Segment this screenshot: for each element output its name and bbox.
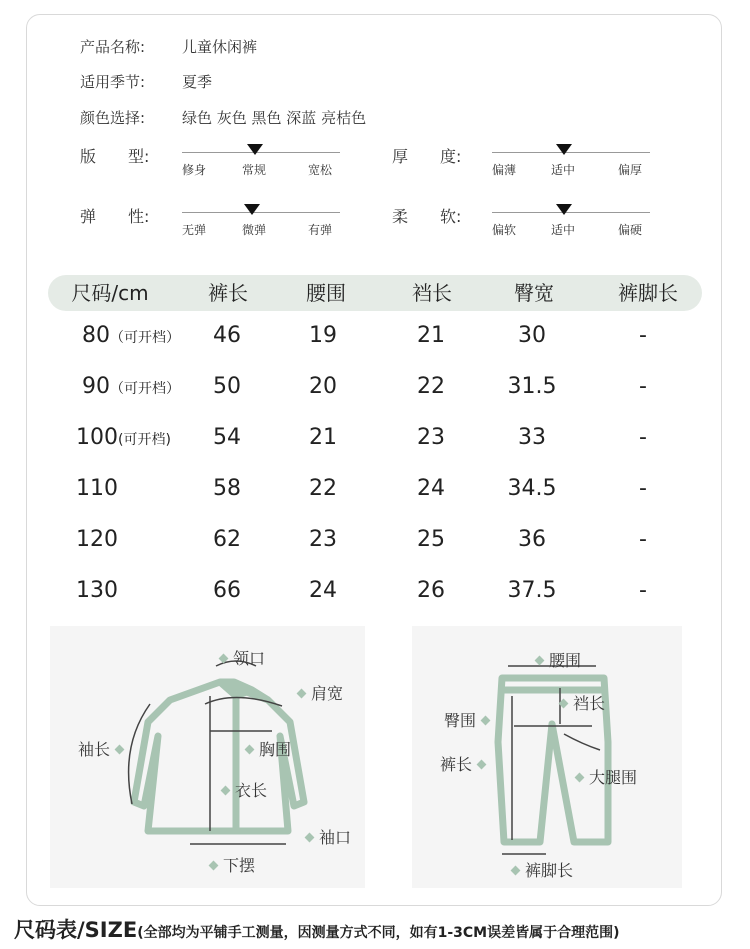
cell-hem: - (639, 323, 647, 348)
scale-option: 偏软 (492, 223, 517, 237)
hem-label: 下摆 (210, 853, 255, 876)
length-label: 衣长 (222, 778, 267, 801)
scale-option: 偏厚 (618, 163, 643, 177)
cell-hip: 37.5 (507, 578, 557, 603)
rating-scale-softness (492, 204, 650, 244)
cell-crotch: 24 (417, 476, 445, 501)
scale-option: 修身 (182, 163, 207, 177)
size-table-header (48, 275, 702, 311)
cell-hip: 36 (518, 527, 546, 552)
selected-marker-icon (556, 204, 572, 215)
cell-pants-length: 66 (213, 578, 241, 603)
rating-label-fit: 版 型: (80, 147, 150, 166)
rating-scale-thickness (492, 144, 650, 184)
selected-marker-icon (556, 144, 572, 155)
col-header-hem: 裤脚长 (618, 281, 678, 305)
cell-hip: 31.5 (507, 374, 557, 399)
crotch-label: 裆长 (560, 691, 605, 714)
info-value: 绿色 灰色 黑色 深蓝 亮桔色 (182, 109, 367, 127)
cell-crotch: 25 (417, 527, 445, 552)
cell-crotch: 23 (417, 425, 445, 450)
col-header-size: 尺码/cm (71, 281, 149, 305)
cell-size: 110 (76, 476, 118, 501)
cell-crotch: 21 (417, 323, 445, 348)
scale-option: 宽松 (308, 163, 333, 177)
scale-option: 常规 (242, 163, 267, 177)
rating-scale-elasticity (182, 204, 340, 244)
cell-pants-length: 46 (213, 323, 241, 348)
info-label: 产品名称: (80, 38, 146, 56)
cell-waist: 20 (309, 374, 337, 399)
waist-label: 腰围 (536, 648, 581, 671)
hem-width-label: 裤脚长 (512, 858, 573, 881)
cell-crotch: 22 (417, 374, 445, 399)
cell-size: 90（可开档） (82, 374, 180, 399)
cell-waist: 21 (309, 425, 337, 450)
cell-size: 120 (76, 527, 118, 552)
cell-waist: 23 (309, 527, 337, 552)
hip-label: 臀围 (444, 708, 489, 731)
info-value: 夏季 (182, 73, 213, 91)
rating-label-elasticity: 弹 性: (80, 207, 150, 226)
cell-waist: 19 (309, 323, 337, 348)
scale-option: 适中 (551, 223, 576, 237)
cell-size: 80（可开档） (82, 323, 180, 348)
pants-diagram (412, 626, 682, 888)
cell-hip: 30 (518, 323, 546, 348)
info-row-name (80, 36, 257, 57)
scale-option: 无弹 (182, 223, 207, 237)
cell-hem: - (639, 578, 647, 603)
scale-option: 微弹 (242, 223, 267, 237)
rating-label-thickness: 厚 度: (392, 147, 462, 166)
cell-hem: - (639, 527, 647, 552)
col-header-waist: 腰围 (306, 281, 346, 305)
scale-option: 偏薄 (492, 163, 517, 177)
chest-label: 胸围 (246, 737, 291, 760)
cell-hem: - (639, 425, 647, 450)
footer (14, 914, 619, 944)
scale-option: 适中 (551, 163, 576, 177)
info-label: 颜色选择: (80, 109, 146, 127)
pants-length-label: 裤长 (440, 752, 485, 775)
footer-title: 尺码表/SIZE (14, 918, 138, 942)
rating-label-softness: 柔 软: (392, 207, 462, 226)
info-row-season (80, 71, 212, 92)
thigh-label: 大腿围 (576, 765, 637, 788)
cell-hip: 33 (518, 425, 546, 450)
cell-hem: - (639, 476, 647, 501)
scale-option: 有弹 (308, 223, 333, 237)
collar-label: 领口 (220, 646, 265, 669)
shoulder-label: 肩宽 (298, 681, 343, 704)
selected-marker-icon (244, 204, 260, 215)
info-row-colors (80, 107, 366, 128)
footer-note: (全部均为平铺手工测量，因测量方式不同，如有1-3CM误差皆属于合理范围) (137, 925, 620, 941)
sleeve-label: 袖长 (78, 737, 123, 760)
cell-hem: - (639, 374, 647, 399)
cell-waist: 22 (309, 476, 337, 501)
cell-waist: 24 (309, 578, 337, 603)
cell-size: 130 (76, 578, 118, 603)
cell-pants-length: 62 (213, 527, 241, 552)
cell-crotch: 26 (417, 578, 445, 603)
cuff-label: 袖口 (306, 825, 351, 848)
cell-hip: 34.5 (507, 476, 557, 501)
cell-pants-length: 50 (213, 374, 241, 399)
scale-option: 偏硬 (618, 223, 643, 237)
info-label: 适用季节: (80, 73, 146, 91)
col-header-pants-length: 裤长 (208, 281, 248, 305)
info-value: 儿童休闲裤 (182, 38, 258, 56)
selected-marker-icon (247, 144, 263, 155)
cell-pants-length: 54 (213, 425, 241, 450)
jacket-diagram (50, 626, 365, 888)
cell-pants-length: 58 (213, 476, 241, 501)
rating-scale-fit (182, 144, 340, 184)
col-header-crotch: 裆长 (412, 281, 452, 305)
cell-size: 100(可开档) (76, 425, 171, 450)
col-header-hip: 臀宽 (514, 281, 554, 305)
